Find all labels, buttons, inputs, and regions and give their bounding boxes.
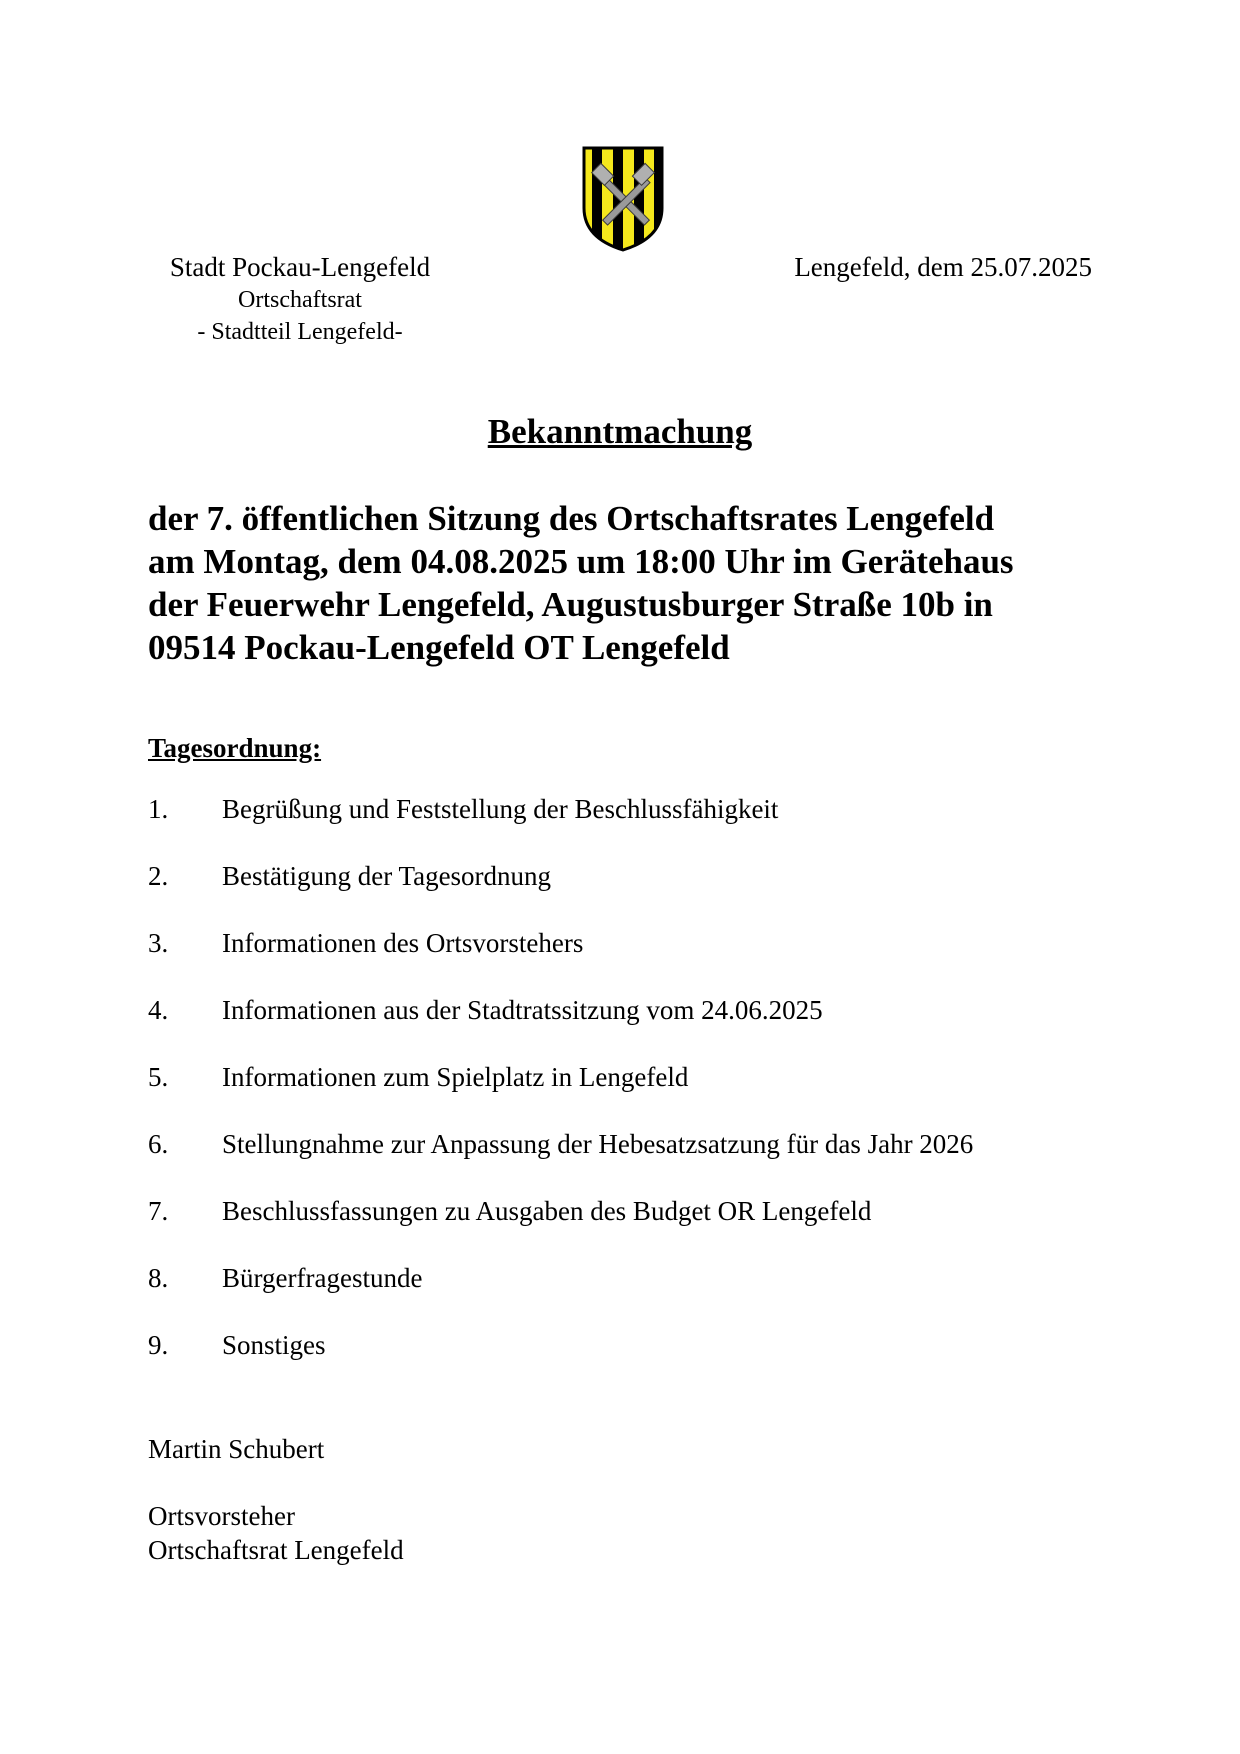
agenda-item: [148, 792, 1108, 859]
agenda-item-text: Bürgerfragestunde: [222, 1263, 423, 1293]
signer-role: Ortsvorsteher: [148, 1501, 295, 1531]
agenda-item-text: Stellungnahme zur Anpassung der Hebesatzsatzung für das Jahr 2026: [222, 1129, 974, 1159]
signer-role-block: [148, 1499, 404, 1567]
agenda-item-number: 9.: [148, 1330, 169, 1360]
agenda-item-number: 4.: [148, 995, 169, 1025]
sender-city: Stadt Pockau-Lengefeld: [169, 252, 431, 282]
coat-of-arms-icon: [582, 146, 664, 252]
subject-line: am Montag, dem 04.08.2025 um 18:00 Uhr im Gerätehaus: [148, 542, 1014, 581]
agenda-item-number: 6.: [148, 1129, 169, 1159]
agenda-item: [148, 993, 1108, 1060]
document-date: Lengefeld, dem 25.07.2025: [794, 252, 1092, 282]
signer-name: Martin Schubert: [148, 1434, 325, 1464]
agenda-item-number: 8.: [148, 1263, 169, 1293]
agenda-item-text: Informationen des Ortsvorstehers: [222, 928, 584, 958]
subject-line: der Feuerwehr Lengefeld, Augustusburger Straße 10b in: [148, 585, 993, 624]
agenda-list: [148, 792, 1108, 1395]
agenda-item-text: Informationen aus der Stadtratssitzung vom 24.06.2025: [222, 995, 823, 1025]
notice-title: Bekanntmachung: [487, 412, 753, 451]
agenda-item-number: 1.: [148, 794, 169, 824]
agenda-item: [148, 1127, 1108, 1194]
subject-line: 09514 Pockau-Lengefeld OT Lengefeld: [148, 628, 730, 667]
agenda-item: [148, 1194, 1108, 1261]
agenda-heading: Tagesordnung:: [148, 733, 322, 763]
agenda-item: [148, 859, 1108, 926]
agenda-item: [148, 1328, 1108, 1395]
agenda-item-text: Informationen zum Spielplatz in Lengefeld: [222, 1062, 689, 1092]
signer-organization: Ortschaftsrat Lengefeld: [148, 1535, 404, 1565]
sender-block: [155, 250, 445, 348]
agenda-item-number: 7.: [148, 1196, 169, 1226]
agenda-item-number: 5.: [148, 1062, 169, 1092]
agenda-item-text: Beschlussfassungen zu Ausgaben des Budget OR Lengefeld: [222, 1196, 872, 1226]
sender-district: - Stadtteil Lengefeld-: [197, 319, 403, 345]
agenda-item-text: Begrüßung und Feststellung der Beschlussfähigkeit: [222, 794, 779, 824]
agenda-item-text: Sonstiges: [222, 1330, 326, 1360]
subject-line: der 7. öffentlichen Sitzung des Ortschaftsrates Lengefeld: [148, 499, 995, 538]
agenda-item-number: 2.: [148, 861, 169, 891]
sender-council: Ortschaftsrat: [238, 287, 362, 313]
agenda-item-text: Bestätigung der Tagesordnung: [222, 861, 552, 891]
agenda-item-number: 3.: [148, 928, 169, 958]
meeting-subject: [148, 497, 1128, 669]
agenda-item: [148, 1261, 1108, 1328]
agenda-item: [148, 926, 1108, 993]
agenda-item: [148, 1060, 1108, 1127]
